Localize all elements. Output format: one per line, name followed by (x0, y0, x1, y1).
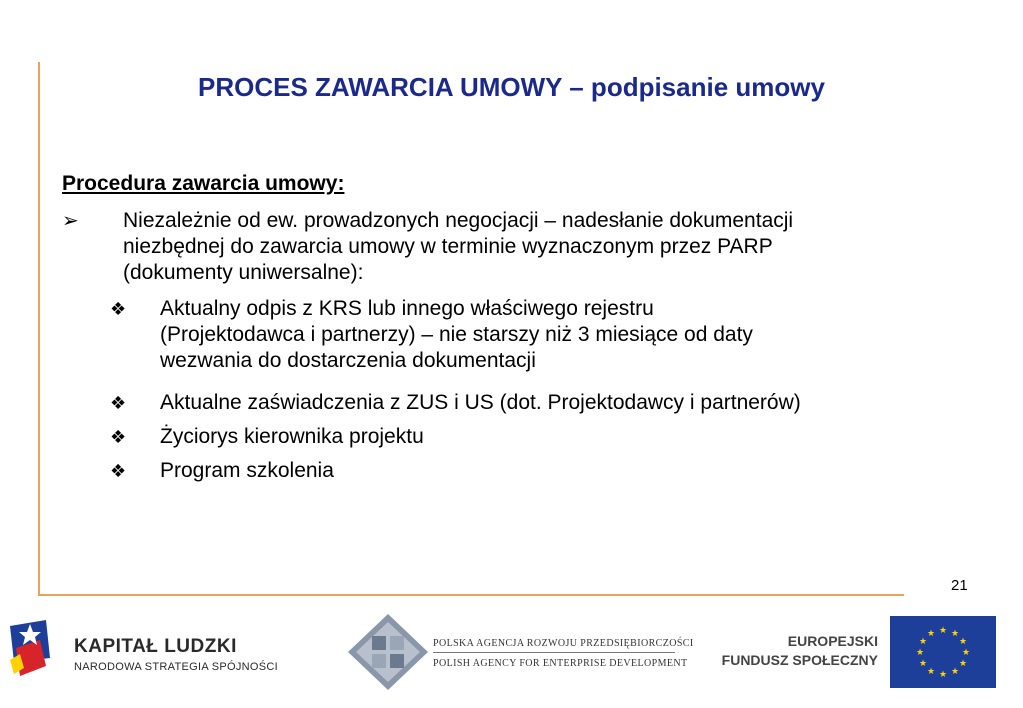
main-bullet-line: (dokumenty uniwersalne): (123, 261, 364, 284)
sub-bullet (160, 390, 801, 416)
sub-bullet (160, 296, 753, 374)
kapital-ludzki-logo-icon (6, 618, 54, 688)
kapital-ludzki-subtitle: NARODOWA STRATEGIA SPÓJNOŚCI (74, 661, 278, 673)
parp-name-en: POLISH AGENCY FOR ENTERPRISE DEVELOPMENT (433, 658, 688, 669)
slide-title: PROCES ZAWARCIA UMOWY – podpisanie umowy (198, 72, 825, 102)
svg-text:★: ★ (961, 648, 971, 658)
sub-bullet-line: Program szkolenia (160, 459, 334, 482)
eu-flag-icon (890, 616, 996, 688)
sub-bullet-line: wezwania do dostarczenia dokumentacji (160, 349, 536, 372)
svg-text:★: ★ (926, 667, 936, 677)
main-bullet-text (123, 208, 793, 286)
bottom-rule (38, 594, 904, 596)
svg-text:★: ★ (915, 648, 925, 658)
svg-text:★: ★ (950, 667, 960, 677)
kapital-ludzki-title: KAPITAŁ LUDZKI (74, 636, 237, 657)
svg-text:★: ★ (938, 670, 948, 680)
parp-divider (433, 652, 675, 653)
efs-title-line2: FUNDUSZ SPOŁECZNY (721, 652, 878, 668)
sub-bullet (160, 458, 334, 484)
left-rule (38, 62, 40, 596)
sub-bullet-line: Aktualny odpis z KRS lub innego właściwego rejestru (160, 297, 654, 320)
diamond-bullet-icon: ❖ (110, 461, 127, 481)
sub-bullet-line: Życiorys kierownika projektu (160, 425, 424, 448)
diamond-bullet-icon: ❖ (110, 299, 127, 319)
sub-bullet (160, 424, 424, 450)
diamond-bullet-icon: ❖ (110, 427, 127, 447)
arrow-bullet-icon: ➢ (62, 210, 79, 232)
svg-text:★: ★ (918, 659, 928, 669)
svg-text:★: ★ (918, 637, 928, 647)
sub-bullet-line: Aktualne zaświadczenia z ZUS i US (dot. Projektodawcy i partnerów) (160, 391, 801, 414)
main-bullet-line: Niezależnie od ew. prowadzonych negocjacji – nadesłanie dokumentacji (123, 209, 794, 232)
svg-text:★: ★ (950, 629, 960, 639)
efs-title-line1: EUROPEJSKI (787, 633, 878, 649)
svg-text:★: ★ (958, 659, 968, 669)
svg-text:★: ★ (926, 629, 936, 639)
diamond-bullet-icon: ❖ (110, 393, 127, 413)
main-bullet-line: niezbędnej do zawarcia umowy w terminie wyznaczonym przez PARP (123, 235, 773, 258)
sub-bullet-line: (Projektodawca i partnerzy) – nie starszy niż 3 miesiące od daty (160, 323, 753, 346)
procedure-heading: Procedura zawarcia umowy: (62, 172, 345, 195)
parp-logo-icon (346, 612, 430, 692)
svg-text:★: ★ (958, 637, 968, 647)
page-number: 21 (951, 577, 968, 594)
svg-text:★: ★ (938, 626, 948, 636)
parp-name-pl: POLSKA AGENCJA ROZWOJU PRZEDSIĘBIORCZOŚCI (433, 638, 694, 649)
